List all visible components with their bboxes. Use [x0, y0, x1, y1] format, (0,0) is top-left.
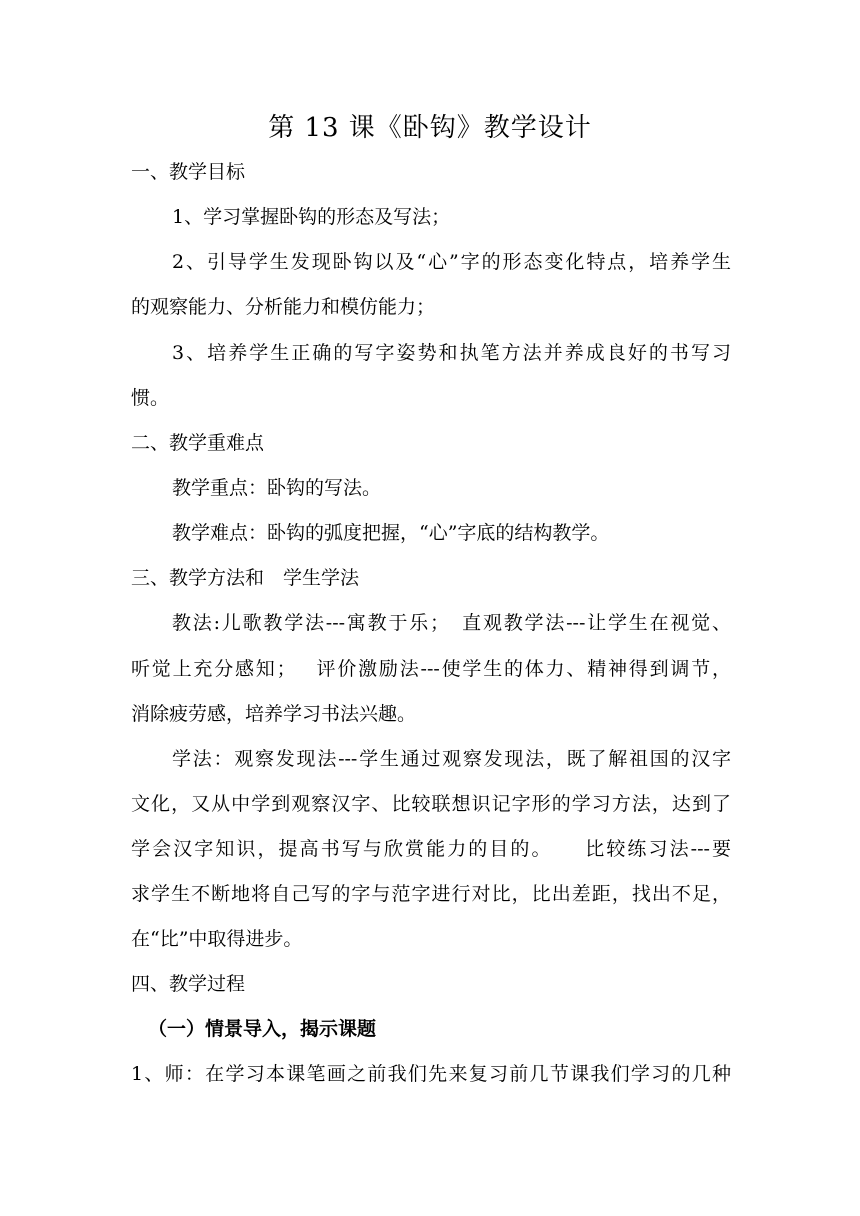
- teaching-method-line-2: 听觉上充分感知； 评价激励法---使学生的体力、精神得到调节，: [131, 658, 731, 680]
- key-point-text: 教学重点：卧钩的写法。: [172, 477, 382, 499]
- objective-item-3-line-1: 3、培养学生正确的写字姿势和执笔方法并养成良好的书写习: [172, 342, 731, 364]
- process-paragraph-1: 1、师：在学习本课笔画之前我们先来复习前几节课我们学习的几种: [131, 1063, 731, 1085]
- learning-method-line-2: 文化，又从中学到观察汉字、比较联想识记字形的学习方法，达到了: [131, 793, 731, 815]
- document-title: 第 13 课《卧钩》教学设计: [268, 113, 592, 143]
- objective-item-3-line-2: 惯。: [131, 387, 170, 409]
- section-heading-process: 四、教学过程: [131, 973, 246, 995]
- objective-item-1: 1、学习掌握卧钩的形态及写法；: [172, 206, 451, 228]
- section-heading-methods: 三、教学方法和 学生学法: [131, 567, 360, 589]
- process-subheading-1: （一）情景导入，揭示课题: [148, 1018, 377, 1040]
- learning-method-line-3: 学会汉字知识，提高书写与欣赏能力的目的。 比较练习法---要: [131, 838, 731, 860]
- objective-item-2-line-1: 2、引导学生发现卧钩以及“心”字的形态变化特点，培养学生: [172, 251, 731, 273]
- teaching-method-line-1: 教法:儿歌教学法---寓教于乐； 直观教学法---让学生在视觉、: [172, 612, 731, 634]
- learning-method-line-4: 求学生不断地将自己写的字与范字进行对比，比出差距，找出不足，: [131, 883, 731, 905]
- section-heading-objectives: 一、教学目标: [131, 161, 246, 183]
- learning-method-line-5: 在“比”中取得进步。: [131, 928, 303, 950]
- difficulty-text: 教学难点：卧钩的弧度把握，“心”字底的结构教学。: [172, 522, 610, 544]
- objective-item-2-line-2: 的观察能力、分析能力和模仿能力；: [131, 296, 436, 318]
- learning-method-line-1: 学法：观察发现法---学生通过观察发现法，既了解祖国的汉字: [172, 748, 731, 770]
- teaching-method-line-3: 消除疲劳感，培养学习书法兴趣。: [131, 703, 417, 725]
- section-heading-key-points: 二、教学重难点: [131, 432, 265, 454]
